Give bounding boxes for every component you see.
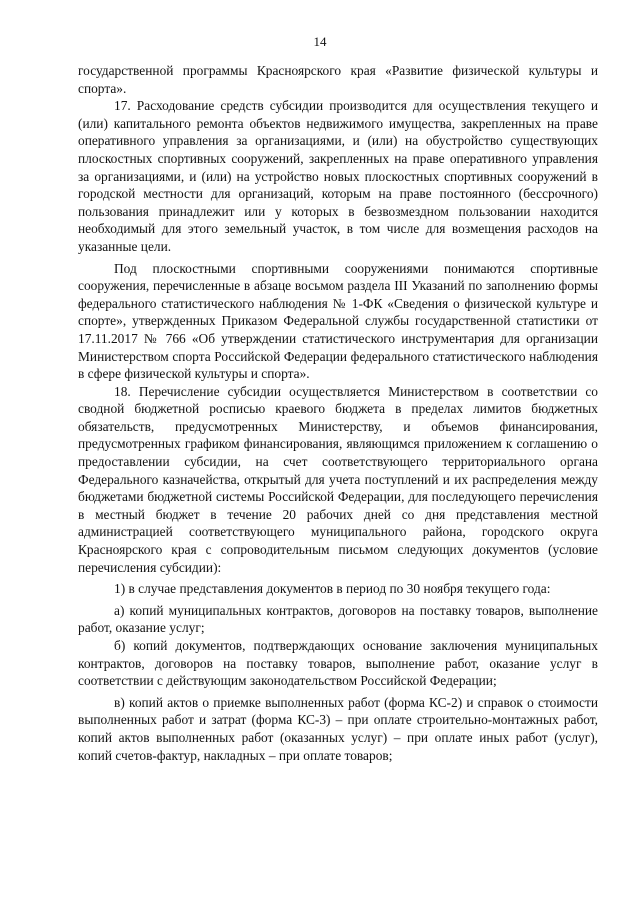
- paragraph-item-1: 1) в случае представления документов в период по 30 ноября текущего года:: [114, 581, 551, 597]
- paragraph-item-a: а) копий муниципальных контрактов, договоров на поставку товаров, выполнение работ, оказание услуг;: [78, 602, 598, 636]
- paragraph-flat-sports-facilities: Под плоскостными спортивными сооружениями понимаются спортивные сооружения, перечисленные в абзаце восьмом раздела III Указаний по заполнению формы федерального статистического наблюдения № 1-ФК «Сведения о физической культуре и спорте», утвержденных Приказом Федеральной службы государственной статистики от 17.11.2017 № 766 «Об утверждении статистического инструментария для организации Министерством спорта Российской Федерации федерального статистического наблюдения в сфере физической культуры и спорта».: [78, 260, 598, 382]
- page-number: 14: [313, 34, 327, 49]
- paragraph-17: 17. Расходование средств субсидии производится для осуществления текущего и (или) капитального ремонта объектов недвижимого имущества, закрепленных на праве оперативного управления за организациями, и (или) на обустройство существующих плоскостных спортивных сооружений, закрепленных на праве оперативного управления за организациями, и (или) на устройство новых плоскостных спортивных сооружений в городской местности для организаций, которым на праве постоянного (бессрочного) пользования принадлежит или у которых в безвозмездном пользовании находится необходимый для этого земельный участок, в том числе для возмещения расходов на указанные цели.: [78, 98, 598, 254]
- paragraph-item-b: б) копий документов, подтверждающих основание заключения муниципальных контрактов, договоров на поставку товаров, выполнение работ, оказание услуг в соответствии с действующим законодательством Российской Федерации;: [78, 638, 598, 689]
- paragraph-item-v: в) копий актов о приемке выполненных работ (форма КС-2) и справок о стоимости выполненных работ и затрат (форма КС-3) – при оплате строительно-монтажных работ, копий актов выполненных работ (оказанных услуг) – при оплате иных работ (услуг), копий счетов-фактур, накладных – при оплате товаров;: [78, 694, 598, 763]
- document-body: [78, 62, 598, 764]
- paragraph-program-end: государственной программы Красноярского края «Развитие физической культуры и спорта».: [78, 63, 598, 96]
- paragraph-18: 18. Перечисление субсидии осуществляется Министерством в соответствии со сводной бюджетной росписью краевого бюджета в пределах лимитов бюджетных обязательств, предусмотренных Министерству, и объемов финансирования, предусмотренных графиком финансирования, являющимся приложением к соглашению о предоставлении субсидии, на счет соответствующего территориального органа Федерального казначейства, открытый для учета поступлений и их распределения между бюджетами бюджетной системы Российской Федерации, для последующего перечисления в местный бюджет в течение 20 рабочих дней со дня представления местной администрацией соответствующего муниципального района, городского округа Красноярского края с сопроводительным письмом следующих документов (условие перечисления субсидии):: [78, 383, 598, 575]
